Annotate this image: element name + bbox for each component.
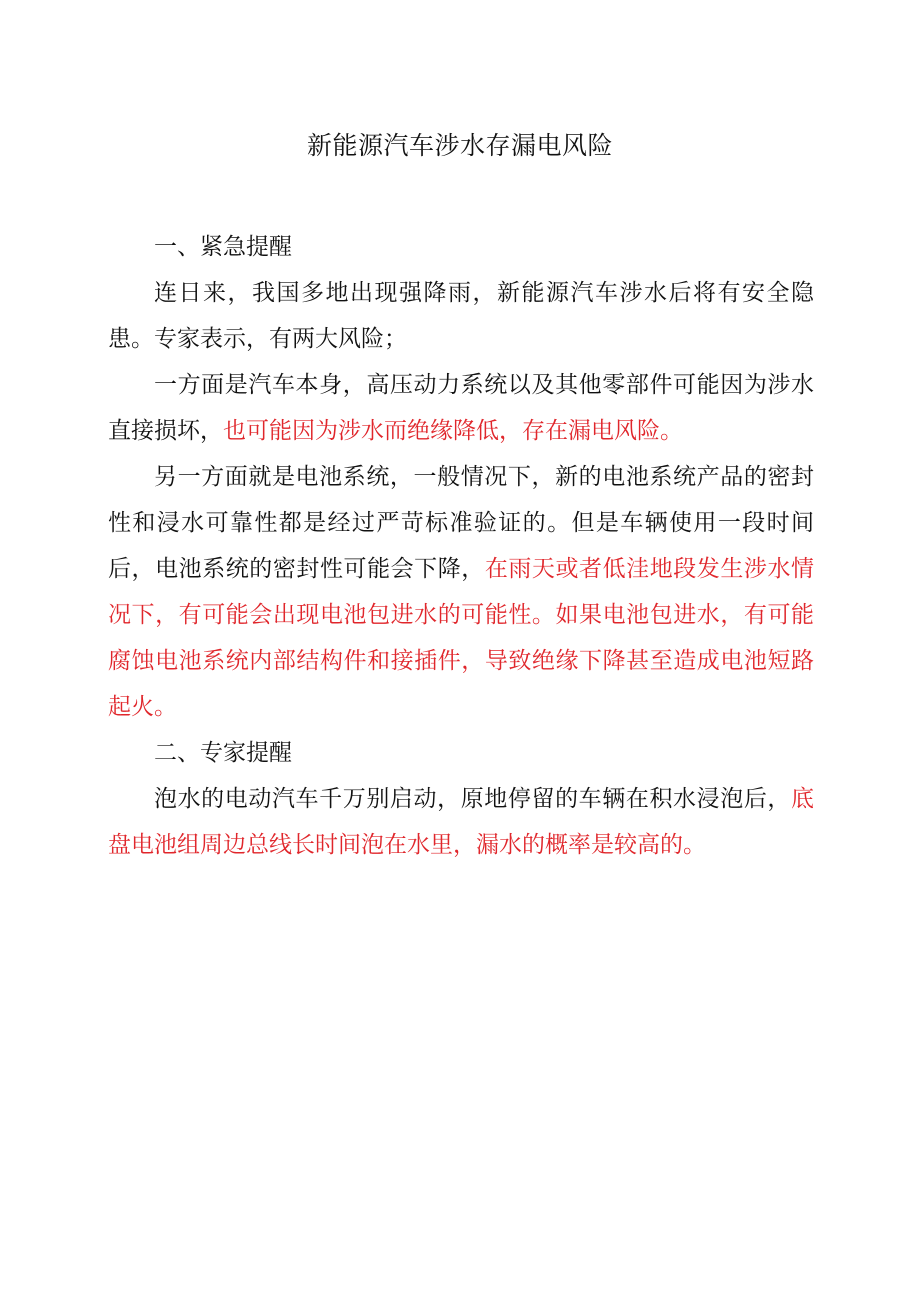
highlighted-warning: 也可能因为涉水而绝缘降低，存在漏电风险。 bbox=[223, 418, 683, 444]
paragraph-text: 连日来，我国多地出现强降雨，新能源汽车涉水后将有安全隐患。专家表示，有两大风险； bbox=[108, 280, 814, 352]
paragraph-expert-advice bbox=[108, 776, 814, 868]
section-heading-urgent: 一、紧急提醒 bbox=[154, 234, 292, 260]
document-body bbox=[108, 224, 814, 868]
section-heading-expert: 二、专家提醒 bbox=[154, 740, 292, 766]
paragraph-text: 一方面是汽车本身，高压动力系统以及其他零部件可能因为涉水直接损坏， bbox=[108, 372, 814, 444]
highlighted-warning: 底盘电池组周边总线长时间泡在水里，漏水的概率是较高的。 bbox=[108, 786, 814, 858]
document-title: 新能源汽车涉水存漏电风险 bbox=[306, 131, 613, 160]
paragraph-rain-intro bbox=[108, 270, 814, 362]
highlighted-warning: 在雨天或者低洼地段发生涉水情况下，有可能会出现电池包进水的可能性。如果电池包进水，有可能腐蚀电池系统内部结构件和接插件，导致绝缘下降甚至造成电池短路起火。 bbox=[108, 556, 815, 720]
paragraph-vehicle-risk bbox=[108, 362, 814, 454]
paragraph-text: 另一方面就是电池系统，一般情况下，新的电池系统产品的密封性和浸水可靠性都是经过严苛标准验证的。但是车辆使用一段时间后，电池系统的密封性可能会下降， bbox=[108, 464, 814, 582]
paragraph-battery-risk bbox=[108, 454, 814, 730]
paragraph-text: 泡水的电动汽车千万别启动，原地停留的车辆在积水浸泡后， bbox=[154, 786, 791, 812]
